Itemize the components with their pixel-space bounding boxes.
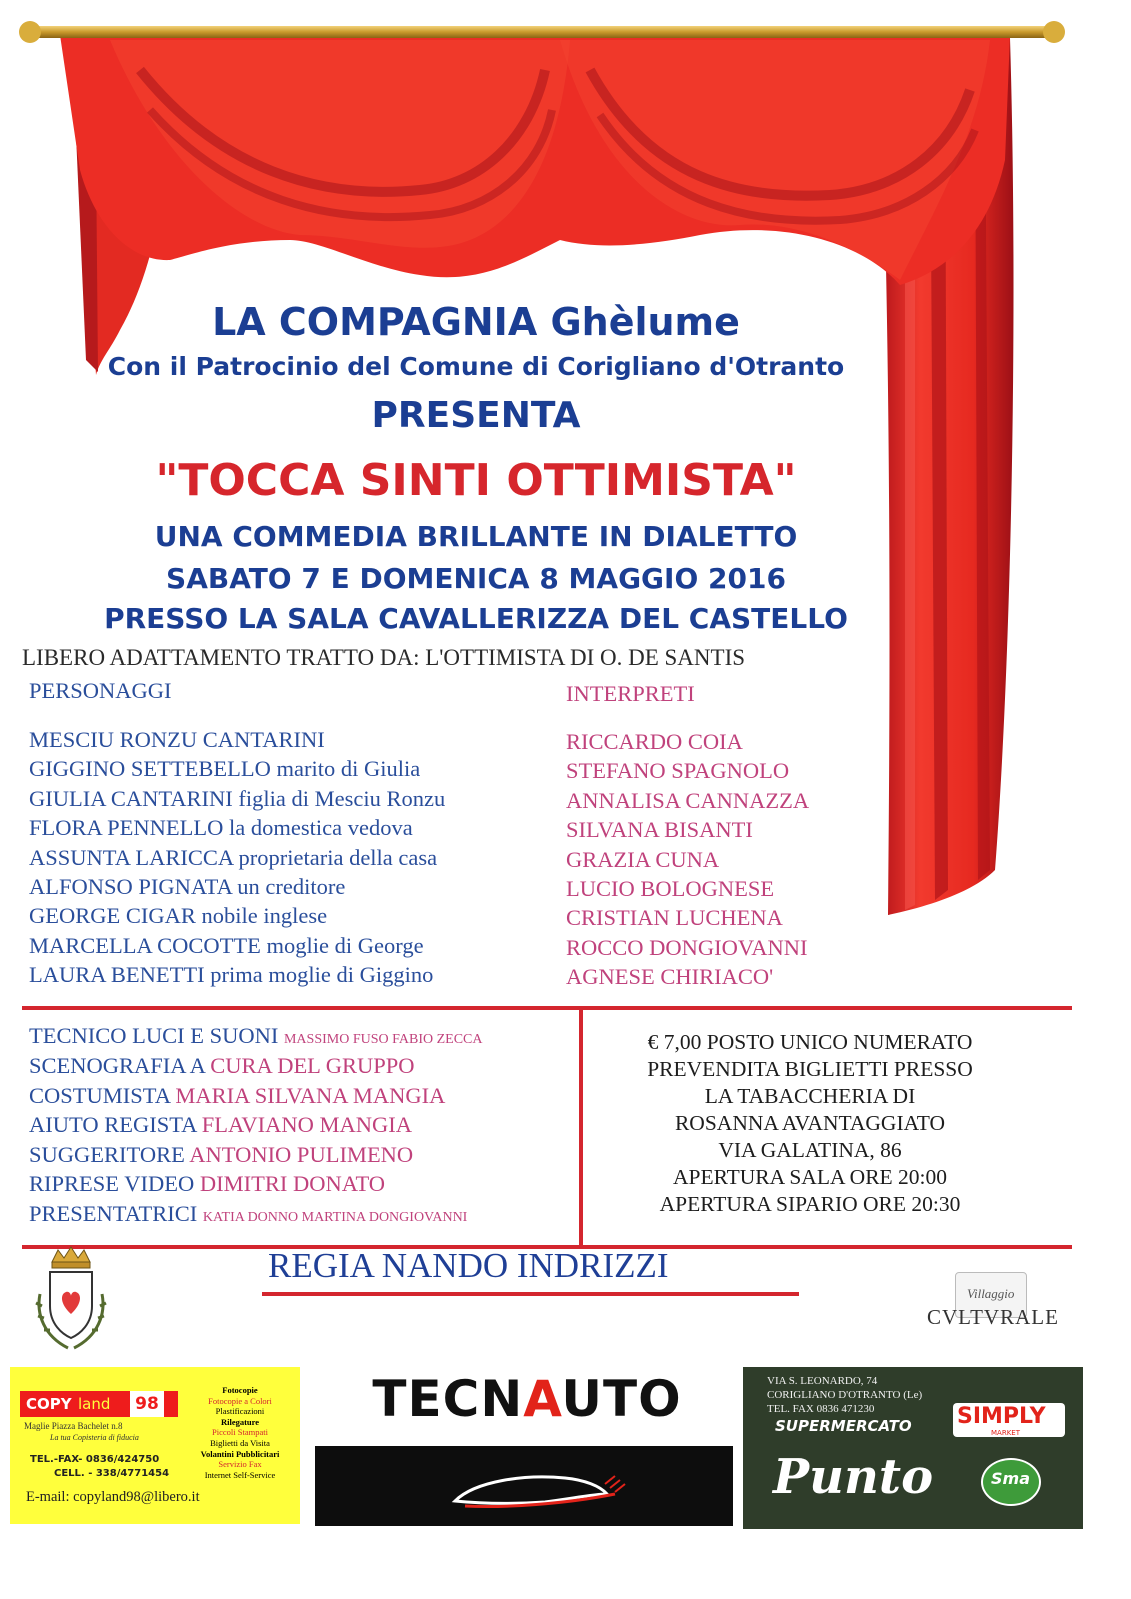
direction-underline: [262, 1292, 799, 1296]
simply-address-3: TEL. FAX 0836 471230: [767, 1403, 875, 1415]
simply-logo-text: SIMPLY: [957, 1404, 1046, 1429]
ticket-info-line: LA TABACCHERIA DI: [704, 1084, 916, 1108]
copyland-name-a: COPY: [26, 1395, 72, 1413]
cast-row: GIGGINO SETTEBELLO marito di Giulia: [29, 756, 421, 781]
sma-badge-text: Sma: [991, 1469, 1030, 1488]
copyland-address: Maglie Piazza Bachelet n.8: [24, 1421, 123, 1431]
simply-ad: [743, 1367, 1083, 1529]
copyland-service: Fotocopie: [222, 1385, 258, 1395]
cast-row: ALFONSO PIGNATA un creditore: [29, 874, 346, 899]
copyland-num: 98: [130, 1391, 164, 1417]
villaggio-label-small: Villaggio: [967, 1286, 1015, 1301]
copyland-service: Piccoli Stampati: [212, 1427, 268, 1438]
copyland-service: Rilegature: [220, 1416, 260, 1427]
cast-actor: STEFANO SPAGNOLO: [566, 758, 790, 783]
cast-actor: GRAZIA CUNA: [566, 847, 720, 872]
copyland-service: Internet Self-Service: [204, 1469, 276, 1480]
tecnauto-car-logo: [315, 1446, 733, 1526]
cast-row: MARCELLA COCOTTE moglie di George: [29, 933, 424, 958]
cast-row: LAURA BENETTI prima moglie di Giggino: [29, 962, 434, 987]
ticket-info-line: APERTURA SALA ORE 20:00: [672, 1165, 948, 1189]
ticket-info-line: € 7,00 POSTO UNICO NUMERATO: [647, 1030, 973, 1054]
crew-row: SCENOGRAFIA A CURA DEL GRUPPO: [29, 1053, 415, 1078]
crew-row: SUGGERITORE ANTONIO PULIMENO: [29, 1142, 414, 1167]
cast-row: GIULIA CANTARINI figlia di Mesciu Ronzu: [29, 786, 446, 811]
crew-row: PRESENTATRICI KATIA DONNO MARTINA DONGIOVANNI: [29, 1201, 468, 1226]
ticket-info-line: APERTURA SIPARIO ORE 20:30: [659, 1192, 961, 1216]
company-name: LA COMPAGNIA Ghèlume: [212, 300, 740, 344]
cast-actor: ROCCO DONGIOVANNI: [566, 935, 808, 960]
cast-row: MESCIU RONZU CANTARINI: [29, 727, 325, 752]
cast-row: ASSUNTA LARICCA proprietaria della casa: [29, 845, 438, 870]
car-silhouette-icon: [315, 1446, 733, 1526]
simply-address-1: VIA S. LEONARDO, 74: [767, 1375, 878, 1387]
cast-actor: LUCIO BOLOGNESE: [566, 876, 775, 901]
copyland-cell: CELL. - 338/4771454: [54, 1468, 170, 1479]
copyland-name-b: land: [78, 1395, 111, 1413]
tecnauto-wordmark: TECNAUTO: [372, 1370, 682, 1428]
copyland-ad: [10, 1367, 300, 1524]
copyland-service: Plastificazioni: [215, 1406, 265, 1417]
patronage-line: Con il Patrocinio del Comune di Corigliano d'Otranto: [107, 352, 845, 381]
crew-row: TECNICO LUCI E SUONI MASSIMO FUSO FABIO ZECCA: [29, 1023, 483, 1048]
crew-row: AIUTO REGISTA FLAVIANO MANGIA: [29, 1112, 413, 1137]
copyland-services: [184, 1385, 296, 1480]
crew-row: COSTUMISTA MARIA SILVANA MANGIA: [29, 1083, 446, 1108]
cast-actor: AGNESE CHIRIACO': [566, 964, 774, 989]
cast-row: FLORA PENNELLO la domestica vedova: [29, 815, 413, 840]
divider-vertical: [579, 1008, 583, 1248]
event-venue: PRESSO LA SALA CAVALLERIZZA DEL CASTELLO: [104, 602, 848, 635]
copyland-service: Volantini Pubblicitari: [200, 1448, 280, 1459]
cast-actor: SILVANA BISANTI: [566, 817, 753, 842]
event-dates: SABATO 7 E DOMENICA 8 MAGGIO 2016: [166, 562, 786, 595]
characters-heading: PERSONAGGI: [29, 678, 172, 703]
copyland-service: Servizio Fax: [218, 1459, 262, 1470]
cast-row: GEORGE CIGAR nobile inglese: [29, 903, 328, 928]
copyland-slogan: La tua Copisteria di fiducia: [50, 1433, 139, 1442]
simply-market-text: MARKET: [991, 1429, 1020, 1437]
play-title: "TOCCA SINTI OTTIMISTA": [155, 455, 797, 506]
copyland-service: Biglietti da Visita: [210, 1437, 270, 1448]
copyland-email: E-mail: copyland98@libero.it: [26, 1489, 200, 1505]
ticket-info-line: VIA GALATINA, 86: [718, 1138, 902, 1162]
simply-supermercato: SUPERMERCATO: [775, 1417, 912, 1435]
crew-row: RIPRESE VIDEO DIMITRI DONATO: [29, 1171, 386, 1196]
presents-label: PRESENTA: [371, 395, 581, 436]
villaggio-label-big: CVLTVRALE: [927, 1305, 1059, 1329]
cast-actor: RICCARDO COIA: [566, 729, 743, 754]
punto-wordmark: Punto: [773, 1449, 934, 1505]
cast-actor: CRISTIAN LUCHENA: [566, 905, 783, 930]
play-subtitle: UNA COMMEDIA BRILLANTE IN DIALETTO: [154, 520, 798, 553]
adaptation-line: LIBERO ADATTAMENTO TRATTO DA: L'OTTIMISTA DI O. DE SANTIS: [22, 645, 746, 670]
ticket-info-line: PREVENDITA BIGLIETTI PRESSO: [647, 1057, 973, 1081]
ticket-info-line: ROSANNA AVANTAGGIATO: [674, 1111, 946, 1135]
municipal-coat-of-arms: [30, 1244, 112, 1356]
direction-credit: REGIA NANDO INDRIZZI: [268, 1246, 669, 1285]
actors-heading: INTERPRETI: [566, 681, 695, 706]
copyland-tel: TEL.-FAX- 0836/424750: [30, 1454, 160, 1465]
simply-address-2: CORIGLIANO D'OTRANTO (Le): [767, 1389, 923, 1401]
cast-actor: ANNALISA CANNAZZA: [566, 788, 810, 813]
copyland-service: Fotocopie a Colori: [208, 1395, 272, 1406]
divider-top: [22, 1006, 1072, 1010]
